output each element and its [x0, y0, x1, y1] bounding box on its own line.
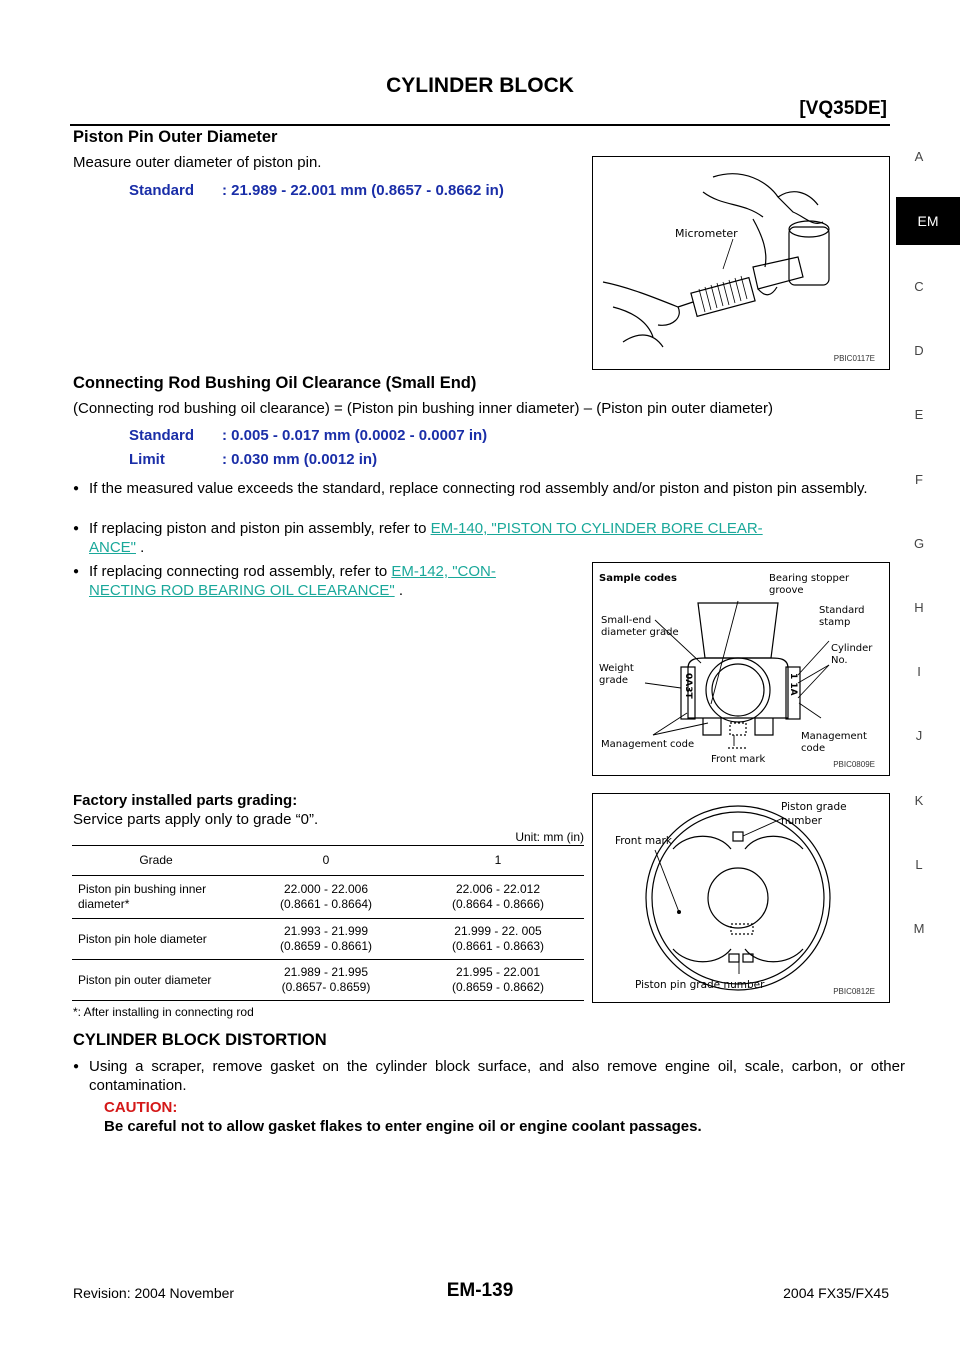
header-rule: [70, 124, 890, 126]
management-label: Management: [801, 731, 867, 742]
connecting-rod-illustration: [593, 563, 889, 775]
table-row: [72, 875, 584, 918]
list-item: [73, 479, 905, 498]
diameter-grade-label: diameter grade: [601, 627, 679, 638]
side-index-g[interactable]: G: [913, 536, 925, 551]
bullet-text: Using a scraper, remove gasket on the cylinder block surface, and also remove engine oil, scale, carbon, or other contamination.: [89, 1058, 905, 1094]
bullet-text: If replacing connecting rod assembly, refer to: [89, 563, 392, 580]
value-mm: 21.999 - 22. 005: [454, 923, 542, 938]
side-index-i[interactable]: I: [917, 664, 921, 679]
bearing-stopper-label: Bearing stopper: [769, 573, 850, 584]
side-index-e[interactable]: E: [914, 407, 924, 422]
management-code-right-label: code: [801, 743, 826, 754]
sample-codes-label: Sample codes: [599, 573, 677, 584]
management-code-left-label: Management code: [601, 739, 695, 750]
table-footnote: *: After installing in connecting rod: [73, 1005, 254, 1019]
spec-standard-label: Standard: [129, 182, 195, 199]
side-index-d[interactable]: D: [914, 343, 924, 358]
page-number: EM-139: [446, 1280, 514, 1301]
small-end-label: Small-end: [601, 615, 652, 626]
figure-id: PBIC0809E: [833, 760, 875, 769]
side-index-em-active[interactable]: EM: [896, 197, 960, 245]
value-mm: 21.989 - 21.995: [283, 964, 369, 979]
cylinder-no-label: No.: [831, 655, 848, 666]
table-cell: [240, 959, 412, 1000]
weight-label: Weight: [599, 663, 634, 674]
table-cell: Piston pin hole diameter: [78, 931, 207, 946]
value-mm: 22.006 - 22.012: [455, 881, 541, 896]
table-cell: [412, 918, 584, 959]
clearance-formula: (Connecting rod bushing oil clearance) = (Piston pin bushing inner diameter) – (Piston pin outer diameter): [73, 400, 773, 417]
cylinder-label: Cylinder: [831, 643, 873, 654]
grading-subtitle: Service parts apply only to grade “0”.: [73, 811, 319, 828]
list-item: [73, 562, 600, 600]
value-in: (0.8661 - 0.8663): [451, 938, 545, 953]
table-cell: Piston pin outer diameter: [78, 972, 212, 987]
connecting-rod-codes-figure: [592, 562, 890, 776]
section-heading-distortion: CYLINDER BLOCK DISTORTION: [73, 1031, 327, 1049]
section-heading-bushing-clearance: Connecting Rod Bushing Oil Clearance (Small End): [73, 374, 477, 392]
column-header: 1: [494, 853, 502, 868]
revision-date: Revision: 2004 November: [73, 1285, 235, 1301]
piston-pin-grade-label: Piston pin grade number: [635, 979, 765, 991]
standard-label: Standard: [819, 605, 865, 616]
table-cell: Piston pin bushing inner diameter*: [78, 881, 207, 911]
side-index-h[interactable]: H: [914, 600, 924, 615]
micrometer-illustration: [593, 157, 889, 369]
column-header: Grade: [139, 853, 173, 868]
caution-label: CAUTION:: [104, 1099, 178, 1116]
grading-table: [72, 845, 584, 1001]
table-header-row: [72, 846, 584, 875]
engine-code: [VQ35DE]: [799, 98, 887, 119]
side-index-a[interactable]: A: [914, 149, 924, 164]
value-in: (0.8659 - 0.8662): [451, 979, 545, 994]
bullet-text: If replacing piston and piston pin assembly, refer to: [89, 520, 431, 537]
list-item: [73, 1057, 905, 1095]
value-in: (0.8661 - 0.8664): [279, 896, 373, 911]
groove-label: groove: [769, 585, 804, 596]
table-cell: [412, 959, 584, 1000]
page-title: CYLINDER BLOCK: [386, 74, 574, 97]
side-index-f[interactable]: F: [915, 472, 923, 487]
value-in: (0.8659 - 0.8661): [279, 938, 373, 953]
front-mark-label: Front mark: [615, 835, 672, 847]
spec-standard-label: Standard: [129, 427, 195, 444]
table-cell: [240, 918, 412, 959]
piston-bore-clearance-link-cont[interactable]: ANCE": [89, 539, 136, 556]
value-mm: 21.993 - 21.999: [283, 923, 369, 938]
table-row: [72, 918, 584, 959]
bullet-text: If the measured value exceeds the standard, replace connecting rod assembly and/or piston and piston pin assembly.: [89, 480, 868, 497]
piston-grade-label: Piston grade: [781, 801, 847, 813]
side-index-l[interactable]: L: [915, 857, 923, 872]
section-heading-piston-pin: Piston Pin Outer Diameter: [73, 128, 278, 146]
front-mark-label: Front mark: [711, 754, 766, 765]
weight-grade-label: grade: [599, 675, 629, 686]
piston-illustration: [593, 794, 889, 1002]
side-index-m[interactable]: M: [913, 921, 925, 936]
rod-bearing-clearance-link[interactable]: EM-142, "CON-: [391, 563, 496, 580]
value-mm: 21.995 - 22.001: [455, 964, 541, 979]
micrometer-label: Micrometer: [675, 227, 738, 240]
figure-id: PBIC0117E: [833, 354, 875, 363]
column-header: 0: [322, 853, 330, 868]
side-index-j[interactable]: J: [915, 728, 923, 743]
spec-limit-value: : 0.030 mm (0.0012 in): [222, 451, 378, 468]
spec-standard-value: : 0.005 - 0.017 mm (0.0002 - 0.0007 in): [222, 427, 488, 444]
piston-grade-figure: [592, 793, 890, 1003]
spec-limit-label: Limit: [129, 451, 165, 468]
value-in: (0.8657- 0.8659): [281, 979, 371, 994]
model-name: 2004 FX35/FX45: [783, 1285, 889, 1301]
figure-id: PBIC0812E: [833, 987, 875, 996]
rod-bearing-clearance-link-cont[interactable]: NECTING ROD BEARING OIL CLEARANCE": [89, 582, 395, 599]
side-index-k[interactable]: K: [914, 793, 924, 808]
bullet-text: .: [136, 539, 145, 556]
grading-title: Factory installed parts grading:: [73, 792, 298, 809]
table-cell: [412, 875, 584, 918]
list-item: [73, 519, 905, 557]
left-stamp-code: 0A3T: [683, 673, 693, 699]
bullet-text: .: [394, 582, 403, 599]
unit-label: Unit: mm (in): [515, 830, 584, 844]
caution-text: Be careful not to allow gasket flakes to enter engine oil or engine coolant passages.: [104, 1118, 702, 1135]
right-stamp-code: 1 1A: [788, 673, 798, 696]
spec-standard-value: : 21.989 - 22.001 mm (0.8657 - 0.8662 in): [222, 182, 504, 199]
value-mm: 22.000 - 22.006: [283, 881, 369, 896]
piston-grade-number-label: number: [781, 815, 822, 827]
side-index-c[interactable]: C: [914, 279, 924, 294]
micrometer-figure: [592, 156, 890, 370]
piston-pin-instruction: Measure outer diameter of piston pin.: [73, 154, 322, 171]
table-row: [72, 959, 584, 1000]
table-cell: [240, 875, 412, 918]
value-in: (0.8664 - 0.8666): [451, 896, 545, 911]
stamp-label: stamp: [819, 617, 851, 628]
piston-bore-clearance-link[interactable]: EM-140, "PISTON TO CYLINDER BORE CLEAR-: [430, 520, 763, 537]
